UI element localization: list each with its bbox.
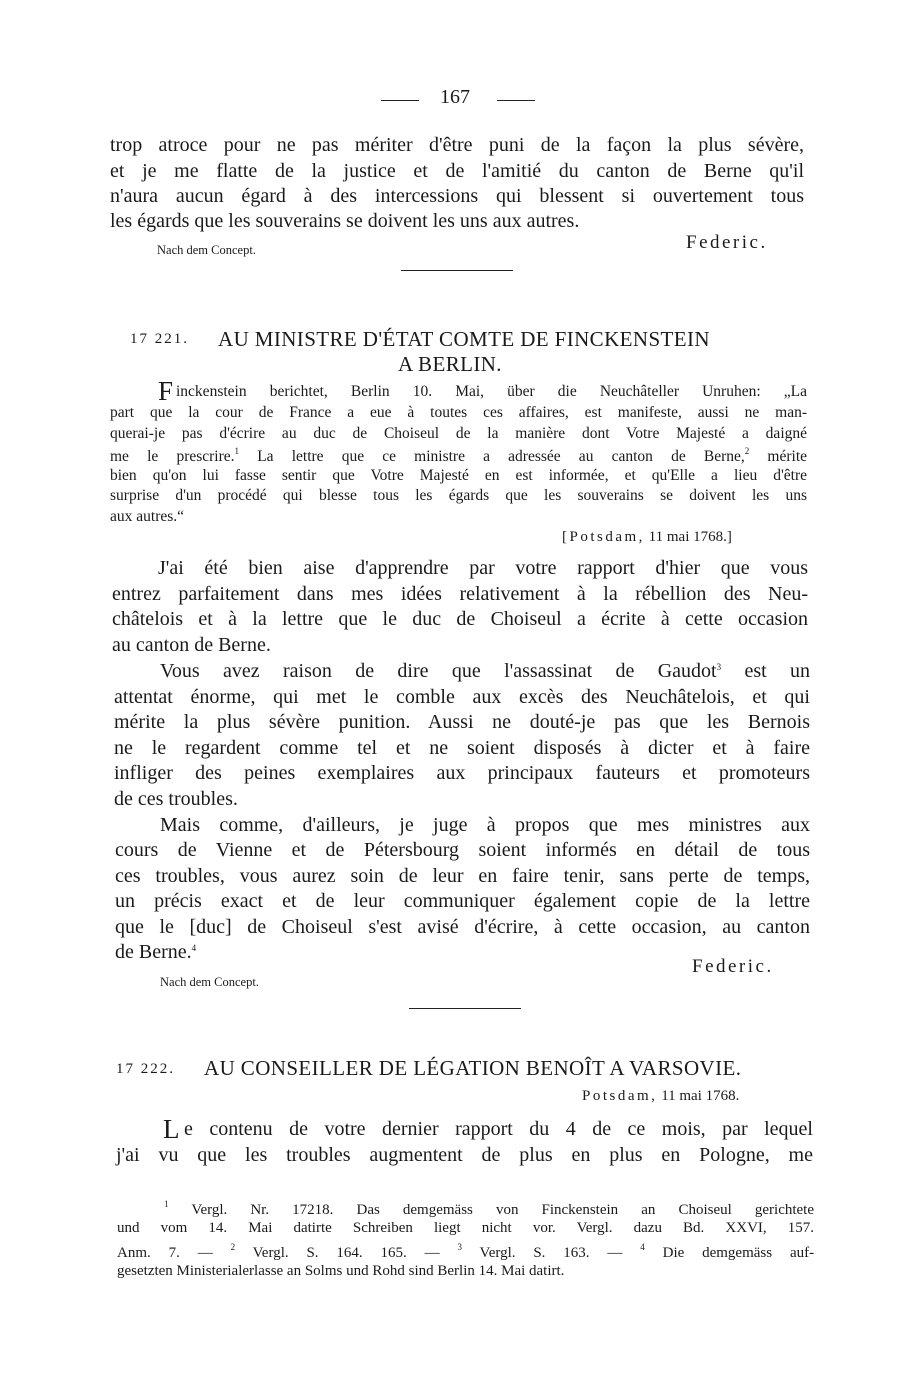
intro-line: et je me flatte de la justice et de l'amitié du canton de Berne qu'il — [110, 160, 804, 182]
summary-text: me le prescrire. — [110, 448, 235, 465]
footnote-ref: 4 — [191, 943, 197, 953]
body-text: est un — [744, 660, 811, 682]
dateline-date: 11 mai 1768.] — [648, 529, 732, 545]
dateline — [582, 1088, 739, 1105]
footnote-text: Vergl. Nr. 17218. Das demgemäss von Finckenstein an Choiseul gerichtete — [191, 1202, 815, 1218]
letter-heading: AU CONSEILLER DE LÉGATION BENOÎT A VARSOVIE. — [204, 1056, 742, 1080]
intro-line: les égards que les souverains se doivent les uns aux autres. — [110, 210, 580, 232]
body-line: cours de Vienne et de Pétersbourg soient informés en détail de tous — [115, 839, 810, 861]
footnote-ref: 1 — [234, 446, 240, 456]
footnote-mark: 1 — [164, 1199, 169, 1209]
summary-line: aux autres.“ — [110, 508, 185, 525]
body-line: entrez parfaitement dans mes idées relativement à la rébellion des Neu- — [112, 583, 808, 605]
source-note: Nach dem Concept. — [160, 975, 259, 989]
summary-drop-letter: F — [158, 376, 174, 406]
summary-text: mérite — [767, 448, 808, 465]
header-rule-right — [497, 100, 535, 101]
source-note: Nach dem Concept. — [157, 243, 256, 257]
body-text: Vous avez raison de dire que l'assassinat de Gaudot — [160, 660, 717, 682]
section-divider — [409, 1008, 521, 1009]
body-line — [115, 941, 196, 964]
summary-text: La lettre que ce ministre a adressée au canton de Berne, — [257, 448, 745, 465]
footnote-line: gesetzten Ministerialerlasse an Solms und Rohd sind Berlin 14. Mai datirt. — [117, 1263, 565, 1279]
body-line — [160, 660, 810, 683]
dateline-place: Potsdam, — [582, 1088, 658, 1104]
body-line: ces troubles, vous aurez soin de leur en faire tenir, sans perte de temps, — [115, 865, 810, 887]
footnote-mark: 4 — [640, 1242, 645, 1252]
section-divider — [401, 270, 513, 271]
drop-letter: L — [163, 1114, 180, 1144]
dateline — [562, 529, 732, 546]
footnote-text: Vergl. S. 164. 165. — — [252, 1245, 440, 1261]
intro-line: trop atroce pour ne pas mériter d'être puni de la façon la plus sévère, — [110, 134, 804, 156]
summary-line: bien qu'on lui fasse sentir que Votre Majesté en est informée, et qu'Elle a lieu d'être — [110, 467, 807, 484]
footnote-text: Vergl. S. 163. — — [479, 1245, 623, 1261]
footnote-mark: 3 — [457, 1242, 462, 1252]
summary-line: querai-je pas d'écrire au duc de Choiseul de la manière dont Votre Majesté a daigné — [110, 425, 807, 442]
body-line: que le [duc] de Choiseul s'est avisé d'écrire, à cette occasion, au canton — [115, 916, 810, 938]
footnote-line: und vom 14. Mai datirte Schreiben liegt nicht vor. Vergl. dazu Bd. XXVI, 157. — [117, 1220, 814, 1236]
page-number: 167 — [440, 86, 470, 108]
letter-heading-place: A BERLIN. — [398, 352, 502, 376]
header-rule-left — [381, 100, 419, 101]
summary-line — [110, 446, 807, 466]
letter-number: 17 221. — [130, 331, 189, 347]
body-line: un précis exact et de leur communiquer également copie de la lettre — [115, 890, 810, 912]
footnote-mark: 2 — [230, 1242, 236, 1252]
body-line: au canton de Berne. — [112, 634, 271, 656]
dateline-date: 11 mai 1768. — [661, 1088, 740, 1104]
footnote-ref: 3 — [716, 662, 722, 672]
summary-line: surprise d'un procédé qui blesse tous les égards que les souverains se doivent les uns — [110, 487, 807, 504]
signature: Federic. — [692, 956, 774, 977]
footnote-line — [164, 1199, 814, 1219]
body-line: mérite la plus sévère punition. Aussi ne douté-je pas que les Bernois — [114, 711, 810, 733]
body-line: de ces troubles. — [114, 788, 238, 810]
body-line: e contenu de votre dernier rapport du 4 de ce mois, par lequel — [184, 1118, 813, 1140]
body-line: châtelois et à la lettre que le duc de Choiseul a écrite à cette occasion — [112, 608, 808, 630]
intro-line: n'aura aucun égard à des intercessions qui blessent si ouvertement tous — [110, 185, 804, 207]
footnote-ref: 2 — [744, 446, 750, 456]
letter-heading: AU MINISTRE D'ÉTAT COMTE DE FINCKENSTEIN — [218, 327, 710, 351]
body-line: infliger des peines exemplaires aux principaux fauteurs et promoteurs — [114, 762, 810, 784]
signature: Federic. — [686, 232, 768, 253]
body-text: de Berne. — [115, 941, 192, 963]
body-line: attentat énorme, qui met le comble aux excès des Neuchâtelois, et qui — [114, 686, 810, 708]
footnote-line — [117, 1242, 814, 1262]
dateline-place: [Potsdam, — [562, 529, 645, 545]
body-line: Mais comme, d'ailleurs, je juge à propos que mes ministres aux — [160, 814, 810, 836]
summary-line: part que la cour de France a eue à toutes ces affaires, est manifeste, aussi ne man- — [110, 404, 807, 421]
summary-line: inckenstein berichtet, Berlin 10. Mai, über die Neuchâteller Unruhen: „La — [176, 383, 807, 400]
footnote-text: Anm. 7. — — [117, 1245, 213, 1261]
footnote-text: Die demgemäss auf- — [662, 1245, 815, 1261]
letter-number: 17 222. — [116, 1061, 175, 1077]
body-line: j'ai vu que les troubles augmentent de plus en plus en Pologne, me — [116, 1144, 813, 1166]
body-line: ne le regardent comme tel et ne soient disposés à dicter et à faire — [114, 737, 810, 759]
body-line: J'ai été bien aise d'apprendre par votre rapport d'hier que vous — [158, 557, 808, 579]
